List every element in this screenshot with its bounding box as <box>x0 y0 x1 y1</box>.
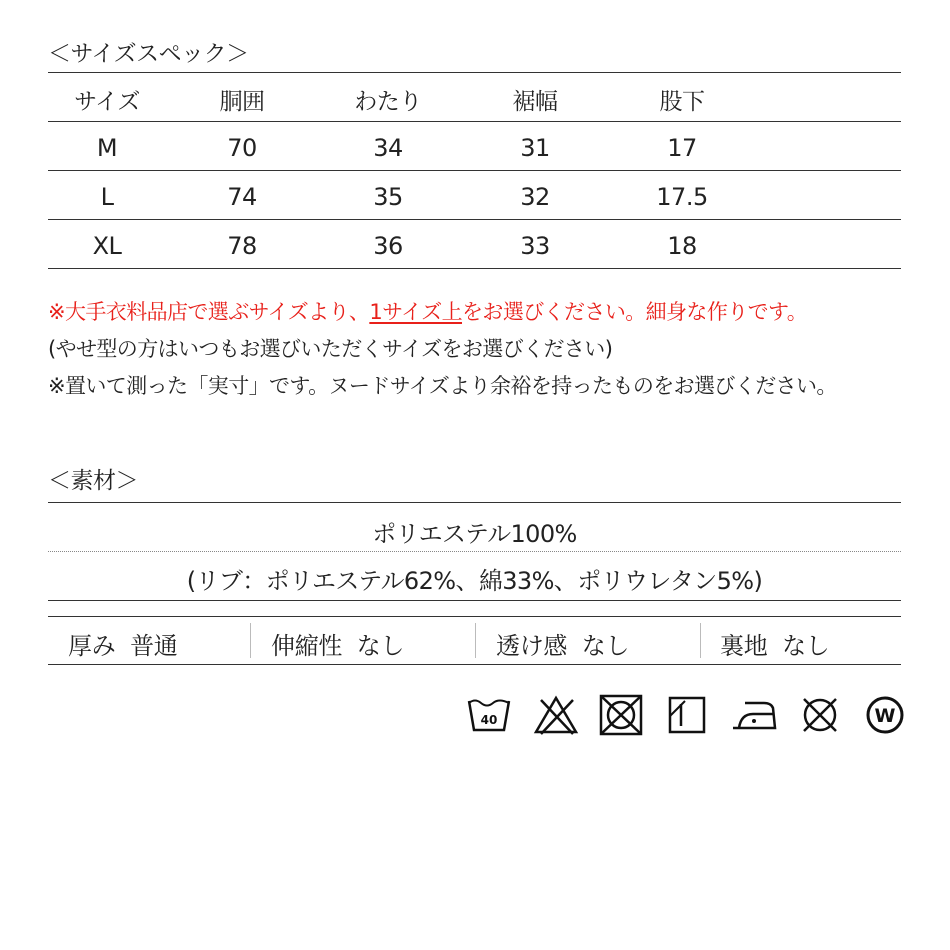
line-dry-shade-icon <box>665 692 711 738</box>
spec-value: なし <box>356 632 405 660</box>
note-text: をお選びください。細身な作りです。 <box>462 300 808 324</box>
table-cell: 17 <box>667 134 697 162</box>
divider <box>48 600 901 601</box>
table-cell: 78 <box>227 232 257 260</box>
table-cell: 74 <box>227 183 257 211</box>
spec-value: 普通 <box>130 632 178 660</box>
table-cell: M <box>96 134 118 162</box>
divider <box>48 664 901 665</box>
sheerness-spec <box>496 626 629 661</box>
table-cell: 32 <box>520 183 550 211</box>
table-cell: L <box>100 183 114 211</box>
note-text: ※大手衣料品店で選ぶサイズより、 <box>48 300 370 324</box>
divider <box>48 268 901 269</box>
divider <box>48 170 901 171</box>
size-spec-heading: ＜サイズスペック＞ <box>48 41 249 67</box>
col-header-thigh: わたり <box>354 89 422 115</box>
table-cell: 31 <box>520 134 550 162</box>
iron-low-icon <box>731 692 777 738</box>
wet-clean-icon <box>862 692 908 738</box>
table-cell: 18 <box>667 232 697 260</box>
spec-value: なし <box>782 632 830 660</box>
material-heading: ＜素材＞ <box>48 468 138 494</box>
col-header-waist: 胴囲 <box>219 89 265 115</box>
lining-spec <box>720 626 829 661</box>
divider <box>48 121 901 122</box>
wash-40-icon <box>466 692 512 738</box>
table-cell: XL <box>92 232 122 260</box>
no-dry-clean-icon <box>797 692 843 738</box>
material-rib: (リブ：ポリエステル62%、綿33%、ポリウレタン5%) <box>186 567 763 595</box>
divider <box>250 623 251 658</box>
spec-label: 厚み <box>68 632 116 660</box>
spec-label: 裏地 <box>720 632 768 660</box>
spec-label: 伸縮性 <box>271 632 343 660</box>
divider <box>700 623 701 658</box>
col-header-inseam: 股下 <box>659 89 705 115</box>
divider <box>475 623 476 658</box>
table-cell: 34 <box>373 134 403 162</box>
table-cell: 17.5 <box>656 183 708 211</box>
divider <box>48 616 901 617</box>
no-tumble-dry-icon <box>598 692 644 738</box>
divider <box>48 72 901 73</box>
thickness-spec <box>68 626 177 661</box>
col-header-size: サイズ <box>74 89 140 115</box>
wash-temp-label: 40 <box>480 713 498 727</box>
table-cell: 70 <box>227 134 257 162</box>
no-bleach-icon <box>533 692 579 738</box>
col-header-hem: 裾幅 <box>512 89 558 115</box>
stretch-spec <box>271 626 404 661</box>
table-cell: 33 <box>520 232 550 260</box>
wet-clean-label: W <box>874 705 896 727</box>
table-cell: 35 <box>373 183 403 211</box>
divider <box>48 551 901 552</box>
divider <box>48 219 901 220</box>
divider <box>48 502 901 503</box>
spec-label: 透け感 <box>496 632 568 660</box>
spec-value: なし <box>581 632 630 660</box>
note-highlight: 1サイズ上 <box>369 300 463 324</box>
table-cell: 36 <box>373 232 403 260</box>
slim-fit-note: (やせ型の方はいつもお選びいただくサイズをお選びください) <box>48 337 613 361</box>
measurement-note: ※置いて測った「実寸」です。ヌードサイズより余裕を持ったものをお選びください。 <box>48 374 837 398</box>
size-advice-note <box>48 296 807 326</box>
material-main: ポリエステル100% <box>372 520 577 548</box>
